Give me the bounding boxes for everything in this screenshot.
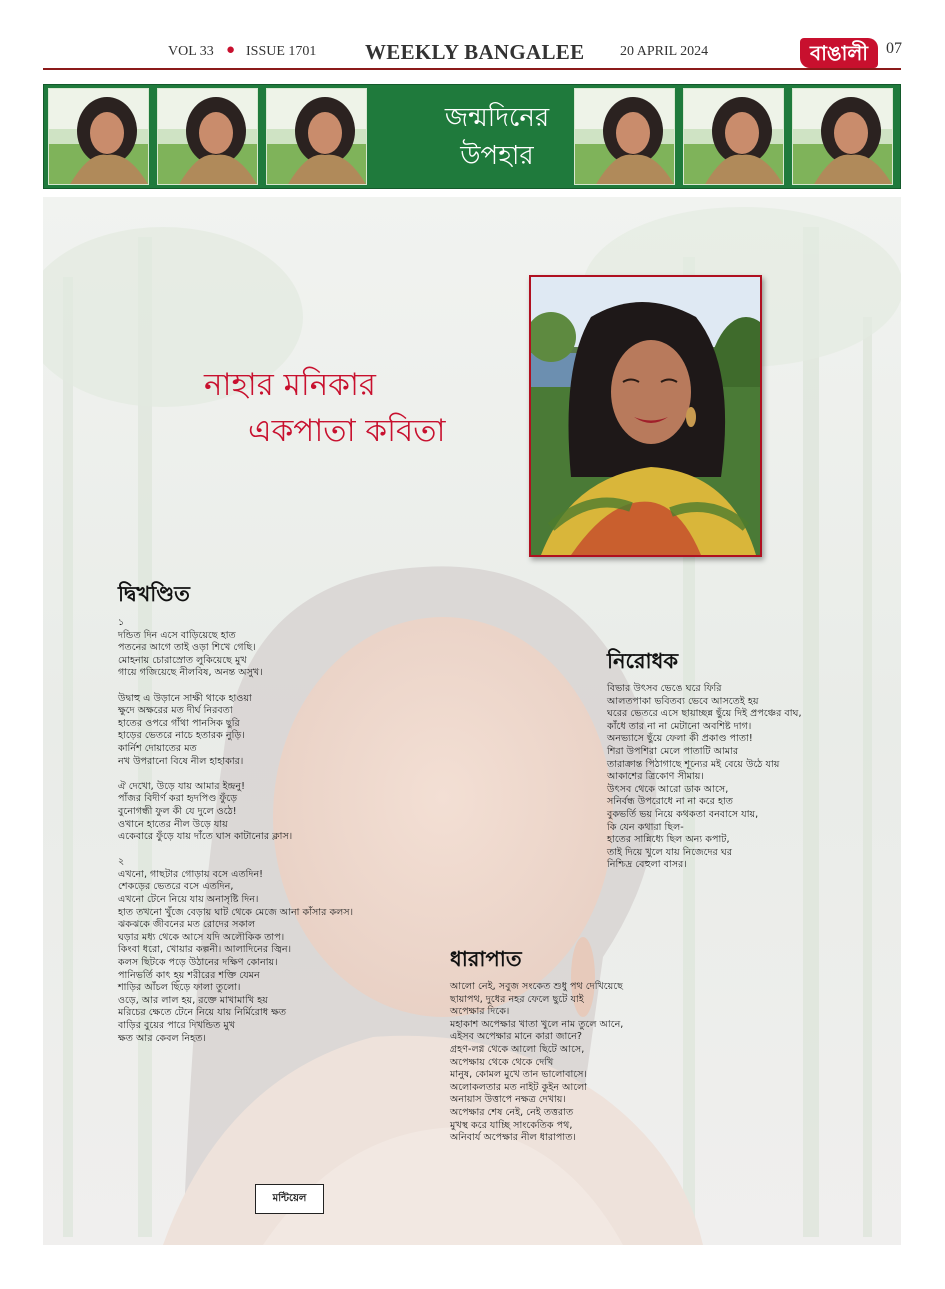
poem-line: ছায়াপথ, দুধের নহর ফেলে ছুটে যাই [450, 993, 584, 1005]
poem-dharapat [450, 981, 623, 1145]
banner-photo [48, 88, 149, 185]
poem-line: তাই দিয়ে খুলে যায় নিজেদের ঘর [607, 846, 733, 858]
poem-title-dikhandita: দ্বিখণ্ডিত [118, 582, 190, 606]
poem-line: পতনের আগে তাই ওড়া শিখে গেছি। [118, 642, 256, 654]
poem-part-number: ২ [118, 856, 125, 868]
poem-line: উদ্বাহু এ উড়ানে সাক্ষী থাকে হাওয়া [118, 692, 252, 704]
feature-title-line1: নাহার মনিকার [204, 367, 376, 403]
poem-line: এখনো, গাছটার গোড়ায় বসে এতদিন! [118, 868, 264, 880]
poem-line: বিভার উৎসব ভেঙে ঘরে ফিরি [607, 683, 722, 694]
poem-line: মোহনায় চোরাস্রোত লুকিয়েছে মুখ [118, 654, 247, 666]
poem-line: ঘড়ার মধ্য থেকে আসে যদি অলৌকিক তাপ। [118, 931, 285, 943]
poem-line: কার্নিশ দোয়াতের মত [118, 742, 197, 754]
poem-line: শিরা উপশিরা মেলে পাতাটি আমার [607, 745, 739, 757]
poem-line: কি যেন কথারা ছিল- [607, 821, 684, 833]
poem-line: এইসব অপেক্ষার মানে কারা জানে? [450, 1031, 582, 1043]
poem-line: অনায়াস উত্তাপে নক্ষত্র দেখায়। [450, 1094, 566, 1106]
poem-title-nirodhok: নিরোধক [607, 649, 679, 673]
poem-line: দন্ডিত দিন এসে বাড়িয়েছে হাত [118, 629, 236, 641]
banner-title [414, 91, 580, 183]
poem-line: অনিবার্য অপেক্ষার নীল ধারাপাত। [450, 1132, 576, 1144]
poem-title-dharapat: ধারাপাত [450, 947, 522, 971]
poem-line: কাঁধে তার না না মেটানো অবশিষ্ট দাগ। [607, 720, 752, 732]
poem-line: পানিভর্তি কাৎ হয় শরীরের শক্তি যেমন [118, 969, 260, 981]
poem-nirodhok [607, 683, 802, 872]
poem-line: নিশ্চিদ্র বেহুলা বাসর। [607, 859, 687, 871]
poem-line: ঐ দেখো, উড়ে যায় আমার ইন্দ্রনু! [118, 780, 245, 792]
banner-title-line2: উপহার [460, 141, 534, 171]
separator-dot-icon: ● [226, 42, 236, 58]
location-credit-box: মন্টিয়েল [255, 1184, 324, 1214]
poem-line: অপেক্ষায় থেকে থেকে দেখি [450, 1056, 554, 1068]
poem-line: একেবারে ফুঁড়ে যায় দাঁতে ঘাস কাটানোর ক্লাস। [118, 831, 293, 843]
banner-photo [792, 88, 893, 185]
banner-photo [157, 88, 258, 185]
poem-line: মহাকাশ অপেক্ষার খাতা খুলে নাম তুলে আনে, [450, 1018, 624, 1030]
poem-line: অপেক্ষার শেষ নেই, নেই তত্তরাত [450, 1106, 574, 1118]
poem-line: কলস ছিটকে পড়ে উঠানের দক্ষিণ কোনায়। [118, 957, 278, 969]
poem-line: ওড়ে, আর লাল হয়, রক্তে মাখামাখি হয় [118, 994, 268, 1006]
poem-line: হাত তখনো খুঁজে বেড়ায় ঘাট থেকে মেজে আনা কাঁসার কলস। [118, 906, 354, 918]
poem-line: অলোকলতার মত নাইট কুইন আলো [450, 1081, 588, 1093]
poem-line: আলো নেই, সবুজ সংকেত শুধু পথ দেখিয়েছে [450, 981, 623, 992]
poem-dikhandita [118, 617, 353, 1045]
poem-line: মরিচের ক্ষেতে টেনে নিয়ে যায় নির্মিরোধ ক্ষত [118, 1007, 287, 1019]
poem-line: গায়ে গজিয়েছে নীলবিষ, অনন্ত অসুখ। [118, 667, 263, 679]
poem-line: আকাশের ত্রিকোণ সীমায়। [607, 771, 704, 783]
poem-line: বাড়ির বুয়ের পারে দিখন্ডিত মুখ [118, 1020, 236, 1031]
poem-line: সনির্বন্ধ উপরোধে না না করে হাত [607, 796, 734, 808]
poem-line: এখনো টেনে নিয়ে যায় অনাসৃষ্টি দিন। [118, 894, 259, 906]
poem-line: শাড়ির আঁচল ছিঁড়ে ফালা তুলো। [118, 982, 241, 994]
volume-label: VOL 33 [168, 44, 214, 59]
poem-line: হাতের ওপরে গাঁথা পানসিক ছুরি [118, 717, 240, 729]
poem-line: শেকড়ের ভেতরে বসে এতদিন, [118, 881, 234, 893]
poem-line: ক্ষত আর কেবল নিহত। [118, 1032, 206, 1044]
poem-line: মানুষ, কোমল মুখে তান ভালোবাসে। [450, 1069, 587, 1081]
poem-line: ওখানে হাতের নীল উড়ে যায় [118, 818, 228, 830]
poem-line: ক্ষুদে অক্ষরের মত দীর্ঘ নিরবতা [118, 705, 233, 717]
issue-label: ISSUE 1701 [246, 44, 317, 59]
banner-photo [683, 88, 784, 185]
poem-line: বুনোগন্ধী ফুল কী যে দুলে ওঠে! [118, 805, 237, 817]
poem-line: আলতপাকা ভবিতব্য ভেবে আসতেই হয় [607, 695, 759, 707]
banner-photo [574, 88, 675, 185]
poem-line: তারাক্রান্ত পিঠাগাছে শূন্যের মই বেয়ে উঠে যায় [607, 758, 780, 770]
poem-line: হাড়ের ভেতরে নাচে হতারক নুড়ি। [118, 730, 245, 742]
feature-title-line2: একপাতা কবিতা [248, 413, 446, 449]
poet-portrait [529, 275, 762, 557]
poem-line: বুকভর্তি ভয় নিয়ে কথকতা বনবাসে যায়, [607, 808, 759, 820]
poem-part-number: ১ [118, 617, 125, 628]
poem-line: নখ উপরানো বিষে নীল হাহাকার। [118, 755, 244, 767]
poem-line: ঘরের ভেতরে এসে ছায়াচ্ছন্ন ছুঁয়ে দিই প্রপঞ্চের বাঘ, [607, 708, 802, 720]
paper-name: WEEKLY BANGALEE [365, 40, 585, 64]
poem-line: উৎসব থেকে আরো ডাক আসে, [607, 783, 729, 795]
poem-line: অপেক্ষার দিকে। [450, 1006, 510, 1018]
page-number: 07 [886, 40, 902, 57]
poem-line: ঝকঝকে জীবনের মত রোদের সকাল [118, 919, 256, 931]
issue-date: 20 APRIL 2024 [620, 44, 709, 59]
birthday-banner [43, 84, 901, 189]
masthead [0, 0, 945, 80]
header-rule [43, 68, 901, 70]
bangalee-logo: বাঙালী [800, 38, 878, 68]
poem-line: পাঁজর বিদীর্ণ করা হৃদপিণ্ড ফুঁড়ে [118, 793, 238, 805]
poem-line: হাতের সান্নিধ্যে ছিল অন্য কপাট, [607, 834, 730, 846]
poem-line: গ্রহণ-লগ্ন থেকে আলো ছিটে আসে, [450, 1043, 585, 1055]
banner-title-line1: জন্মদিনের [444, 103, 550, 133]
poem-line: কিংবা ধরো, খোয়ার কল্পনী। আলাদিনের জ্বিন। [118, 944, 292, 956]
poem-line: মুখস্থ করে যাচ্ছি সাংকেতিক পথ, [450, 1119, 573, 1131]
banner-photo [266, 88, 367, 185]
poem-line: অনভ্যাসে ছুঁয়ে ফেলা কী প্রকাণ্ড পাতা! [607, 733, 753, 745]
